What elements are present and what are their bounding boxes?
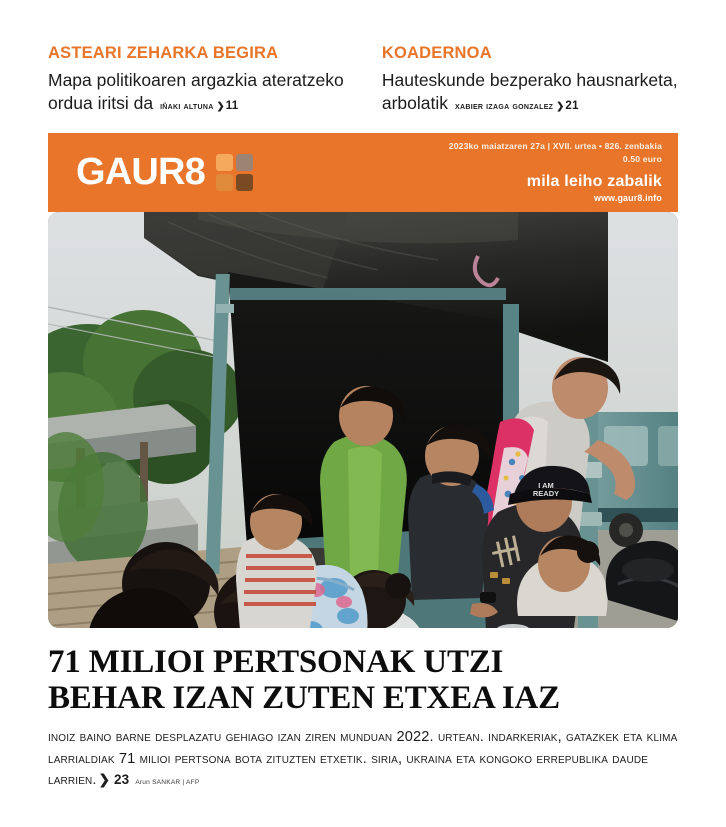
page-number: 23 <box>113 772 130 788</box>
teaser-title-left <box>48 69 354 114</box>
teaser-kicker-left: ASTEARI ZEHARKA BEGIRA <box>48 44 279 62</box>
page-headline <box>48 645 680 716</box>
teaser-byline-right <box>455 100 579 111</box>
headline-line-1: 71 MILIOI PERTSONAK UTZI <box>48 644 504 680</box>
issue-date-line: 2023ko maiatzaren 27a | XVII. urtea • 826. zenbakia <box>448 141 662 151</box>
teaser-column-left[interactable] <box>48 44 354 114</box>
logo-square-2 <box>236 154 253 171</box>
teaser-author-left: iñaki altuna <box>160 99 214 111</box>
tagline: mila leiho zabalik <box>526 173 662 191</box>
masthead-band <box>48 133 678 212</box>
lead-photo-illustration <box>48 212 678 628</box>
standfirst-text: inoiz baino barne desplazatu gehiago izan ziren munduan 2022. urtean. indarkeriak, gatazkek eta klima larrialdiak 71 milioi pertsona bota zituzten etxetik. siria, ukraina eta kongoko errepublika daude larrien. <box>48 729 678 789</box>
chevron-right-icon: ❯ <box>216 99 225 111</box>
teaser-byline-left <box>160 100 238 111</box>
svg-text:READY: READY <box>532 489 560 498</box>
teaser-page-left[interactable]: 11 <box>225 99 239 112</box>
cover-price: 0.50 euro <box>622 154 662 165</box>
logo-grid-icon <box>216 154 253 191</box>
lead-article <box>48 645 680 792</box>
masthead-metadata <box>449 140 662 167</box>
article-page-ref[interactable] <box>99 772 130 787</box>
chevron-right-icon: ❯ <box>98 772 111 788</box>
photo-credit: Arun SANKAR | AFP <box>135 779 200 787</box>
lead-photo <box>48 212 678 628</box>
website-url[interactable]: www.gaur8.info <box>594 193 662 203</box>
teaser-column-right[interactable] <box>372 44 678 114</box>
teaser-header <box>0 0 726 114</box>
gaur8-logo[interactable] <box>76 152 253 191</box>
teaser-kicker-right: KOADERNOA <box>381 44 492 62</box>
logo-square-1 <box>216 154 233 171</box>
teaser-title-right-text: Hauteskunde bezperako hausnarketa, arbolatik <box>381 70 678 113</box>
teaser-title-left-text: Mapa politikoaren argazkia ateratzeko ordua iritsi da <box>48 70 344 113</box>
logo-wordmark: GAUR8 <box>76 150 206 193</box>
teaser-author-right: xabier izaga gonzalez <box>455 99 554 111</box>
logo-square-4 <box>236 174 253 191</box>
chevron-right-icon: ❯ <box>556 99 565 111</box>
headline-line-2: BEHAR IZAN ZUTEN ETXEA IAZ <box>48 679 560 716</box>
masthead-tagline-block <box>527 173 662 203</box>
teaser-page-right[interactable]: 21 <box>565 99 579 112</box>
svg-text:I AM: I AM <box>538 481 554 490</box>
teaser-title-right <box>382 69 678 114</box>
article-standfirst <box>48 727 680 791</box>
logo-square-3 <box>216 174 233 191</box>
